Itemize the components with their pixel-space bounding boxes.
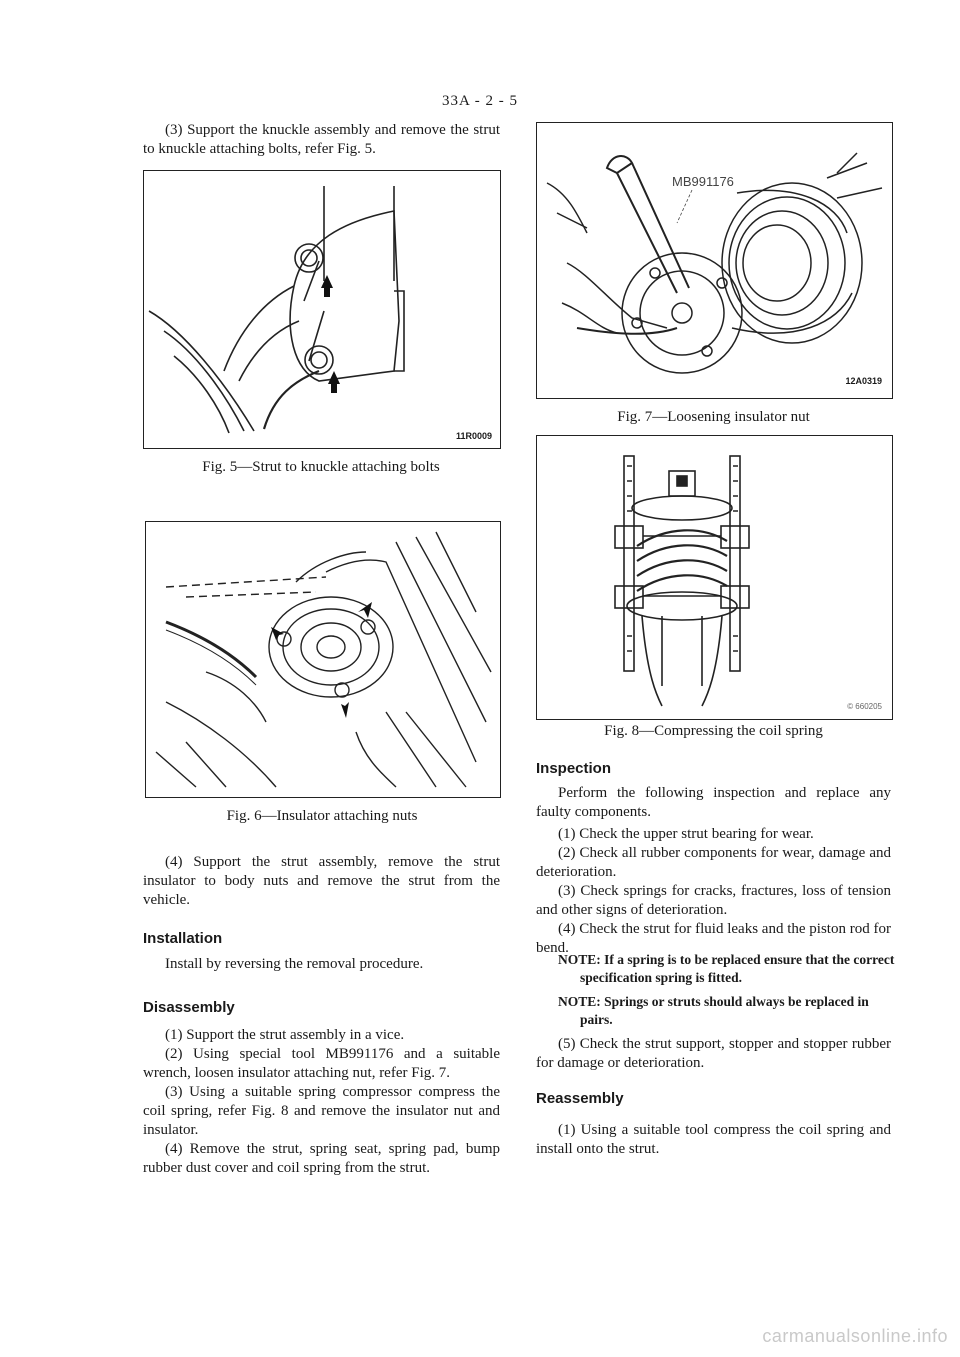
figure-7-code: 12A0319 <box>845 376 882 386</box>
note-replace-pairs: NOTE: Springs or struts should always be replaced in pairs. <box>558 994 869 1027</box>
figure-5-code: 11R0009 <box>455 431 492 441</box>
figure-6-insulator-nuts <box>145 521 501 798</box>
disassembly-heading: Disassembly <box>143 999 235 1016</box>
figure-5-strut-knuckle-bolts <box>143 170 501 449</box>
installation-text: Install by reversing the removal procedure. <box>165 956 424 972</box>
page-number: 33A - 2 - 5 <box>442 93 518 109</box>
figure-8-compressing-spring <box>536 435 893 720</box>
figure-8-caption: Fig. 8—Compressing the coil spring <box>604 723 823 739</box>
figure-8-illustration <box>537 436 892 719</box>
figure-6-illustration <box>146 522 500 797</box>
inspection-step: (1) Check the upper strut bearing for wear. <box>558 826 814 842</box>
disassembly-steps <box>143 1026 500 1178</box>
figure-5-illustration <box>144 171 500 448</box>
disassembly-step: (1) Support the strut assembly in a vice. <box>165 1027 405 1043</box>
figure-8-code: © 660205 <box>847 702 882 711</box>
note-spring-spec: NOTE: If a spring is to be replaced ensure that the correct specification spring is fitted. <box>558 952 895 985</box>
figure-7-caption: Fig. 7—Loosening insulator nut <box>617 409 810 425</box>
inspection-step-5: (5) Check the strut support, stopper and stopper rubber for damage or deterioration. <box>536 1036 891 1071</box>
reassembly-heading: Reassembly <box>536 1090 624 1107</box>
installation-heading: Installation <box>143 930 223 947</box>
inspection-step: (4) Check the strut for fluid leaks and the piston rod for bend. <box>536 921 891 956</box>
disassembly-step: (4) Remove the strut, spring seat, spring pad, bump rubber dust cover and coil spring from the strut. <box>143 1141 500 1176</box>
inspection-intro: Perform the following inspection and replace any faulty components. <box>536 785 891 820</box>
inspection-steps <box>536 825 891 958</box>
step-3-paragraph: (3) Support the knuckle assembly and remove the strut to knuckle attaching bolts, refer Fig. 5. <box>143 122 500 157</box>
footer-watermark[interactable]: carmanualsonline.info <box>762 1326 948 1346</box>
figure-7-loosening-nut <box>536 122 893 399</box>
figure-7-illustration <box>537 123 892 398</box>
disassembly-step: (3) Using a suitable spring compressor compress the coil spring, refer Fig. 8 and remove the insulator nut and insulator. <box>143 1084 500 1138</box>
reassembly-step: (1) Using a suitable tool compress the coil spring and install onto the strut. <box>536 1122 891 1157</box>
inspection-step: (2) Check all rubber components for wear, damage and deterioration. <box>536 845 891 880</box>
figure-6-caption: Fig. 6—Insulator attaching nuts <box>226 808 418 824</box>
fig7-tool-label: MB991176 <box>672 174 734 189</box>
inspection-heading: Inspection <box>536 760 612 777</box>
inspection-step: (3) Check springs for cracks, fractures, loss of tension and other signs of deterioration. <box>536 883 891 918</box>
figure-5-caption: Fig. 5—Strut to knuckle attaching bolts <box>202 459 440 475</box>
disassembly-step: (2) Using special tool MB991176 and a suitable wrench, loosen insulator attaching nut, refer Fig. 7. <box>143 1046 500 1081</box>
step-4-paragraph: (4) Support the strut assembly, remove the strut insulator to body nuts and remove the strut from the vehicle. <box>143 854 500 908</box>
